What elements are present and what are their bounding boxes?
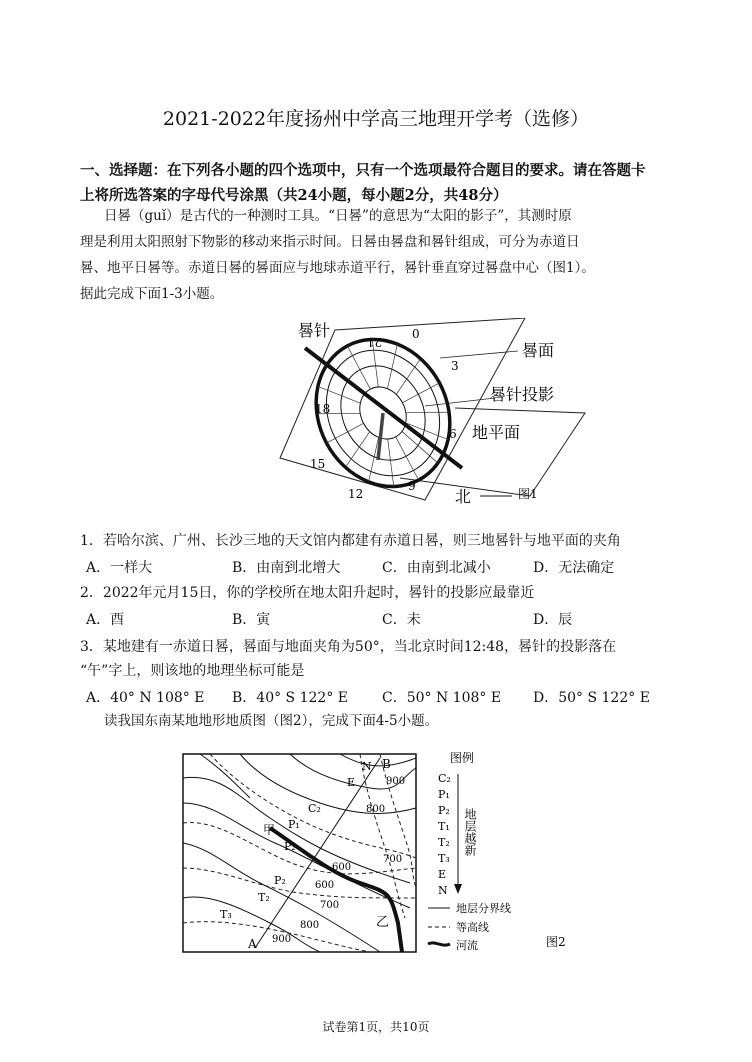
intro-line2: 理是利用太阳照射下物影的移动来指示时间。日晷由晷盘和晷针组成，可分为赤道日: [80, 234, 580, 250]
page-footer: 试卷第1页，共10页: [322, 1020, 430, 1034]
figure1-caption: 图1: [518, 487, 538, 501]
contour-label-700-lower: 700: [320, 900, 340, 911]
intro-q4-5: 读我国东南某地地形地质图（图2），完成下面4-5小题。: [104, 713, 439, 729]
question-2-option-c[interactable]: C．未: [382, 612, 421, 628]
label-horizon-plane: 地平面: [472, 423, 521, 442]
question-1-option-d[interactable]: D．无法确定: [533, 560, 615, 576]
question-1-option-c[interactable]: C．由南到北减小: [382, 560, 491, 576]
question-1-option-b[interactable]: B．由南到北增大: [232, 560, 341, 576]
legend-stratum: C₂: [438, 772, 451, 785]
legend-stratum: P₁: [438, 788, 450, 801]
map-label-p2-lower: P₂: [274, 874, 286, 887]
figure2-geomap: [180, 748, 600, 958]
horizon-plane-outline: [400, 408, 585, 496]
legend-stratum: P₂: [438, 804, 450, 817]
map-label-a: A: [248, 937, 257, 951]
contour-label-800-lower: 800: [300, 920, 320, 931]
contour-label-600-lower: 600: [315, 880, 335, 891]
map-label-p2: P₂: [284, 840, 296, 853]
legend-stratum: T₁: [438, 820, 450, 833]
question-2-stem: 2．2022年元月15日，你的学校所在地太阳升起时，晷针的投影应最靠近: [80, 585, 535, 601]
legend-arrow-text: 地层越新: [463, 808, 477, 856]
legend-stratum: N: [438, 884, 448, 897]
question-3-option-b[interactable]: B．40° S 122° E: [232, 690, 348, 706]
legend-title: 图例: [450, 751, 475, 765]
legend-river: 河流: [456, 939, 478, 952]
dial-number-21: 21: [366, 335, 382, 349]
question-1-option-a[interactable]: A．一样大: [86, 560, 153, 576]
question-3-option-c[interactable]: C．50° N 108° E: [382, 690, 502, 706]
map-label-c2: C₂: [308, 802, 321, 815]
legend-boundary: 地层分界线: [456, 902, 511, 915]
question-3-option-a[interactable]: A．40° N 108° E: [86, 690, 205, 706]
contour-label-900-lower: 900: [272, 934, 292, 945]
dial-number-0: 0: [412, 327, 420, 341]
question-2-option-a[interactable]: A．酉: [86, 612, 125, 628]
question-2-option-b[interactable]: B．寅: [232, 612, 271, 628]
legend-stratum: T₂: [438, 836, 450, 849]
map-label-jia: 甲: [263, 823, 276, 837]
figure1-sundial: [250, 318, 620, 508]
question-3-stem: 3．某地建有一赤道日晷，晷面与地面夹角为50°，当北京时间12:48，晷针的投影落在: [80, 639, 617, 655]
label-north: 北: [455, 487, 472, 506]
dial-number-18: 18: [315, 402, 331, 416]
exam-title: 2021-2022年度扬州中学高三地理开学考（选修）: [162, 108, 590, 130]
map-label-p1: P₁: [288, 818, 300, 831]
map-label-yi: 乙: [376, 915, 390, 930]
contour-label-800-top: 800: [366, 804, 386, 815]
legend-contour: 等高线: [456, 921, 489, 934]
map-label-e: E: [347, 776, 356, 789]
question-2-option-d[interactable]: D．辰: [533, 612, 573, 628]
label-gnomon-shadow: 晷针投影: [490, 385, 555, 404]
gnomon-shadow: [378, 413, 383, 460]
question-3-stem-cont: “午”字上，则该地的地理坐标可能是: [80, 663, 305, 679]
intro-line1: 日晷（guǐ）是古代的一种测时工具。“日晷”的意思为“太阳的影子”，其测时原: [104, 208, 572, 224]
section-heading: [80, 158, 680, 208]
dial-number-15: 15: [310, 457, 326, 471]
contour-label-600-center: 600: [332, 862, 352, 873]
legend-stratum: T₃: [438, 852, 450, 865]
map-label-t2: T₂: [258, 891, 270, 904]
legend-strata-list: [438, 772, 451, 897]
intro-line3: 晷、地平日晷等。赤道日晷的晷面应与地球赤道平行，晷针垂直穿过晷盘中心（图1）。: [80, 260, 595, 276]
question-3-option-d[interactable]: D．50° S 122° E: [533, 690, 650, 706]
dial-number-6: 6: [449, 427, 457, 441]
contour-label-900-top: 900: [386, 776, 406, 787]
map-label-n: N: [362, 760, 372, 773]
label-gnomon: 晷针: [298, 321, 331, 340]
question-1-stem: 1．若哈尔滨、广州、长沙三地的天文馆内都建有赤道日晷，则三地晷针与地平面的夹角: [80, 533, 621, 549]
map-label-b: B: [382, 757, 391, 771]
dial-number-9: 9: [408, 479, 416, 493]
contour-label-700-right: 700: [383, 854, 403, 865]
intro-line4: 据此完成下面1-3小题。: [80, 286, 224, 302]
section-heading-line1: 一、选择题：在下列各小题的四个选项中，只有一个选项最符合题目的要求。请在答题卡: [80, 162, 646, 179]
label-dial-face: 晷面: [522, 341, 555, 360]
figure2-caption: 图2: [546, 935, 566, 949]
legend-river-icon: [428, 943, 450, 945]
dial-number-3: 3: [451, 359, 459, 373]
map-label-t3: T₃: [220, 908, 232, 921]
legend-stratum: E: [438, 868, 447, 881]
dial-number-12: 12: [348, 487, 364, 501]
section-heading-line2: 上将所选答案的字母代号涂黑（共24小题，每小题2分，共48分）: [80, 187, 508, 204]
